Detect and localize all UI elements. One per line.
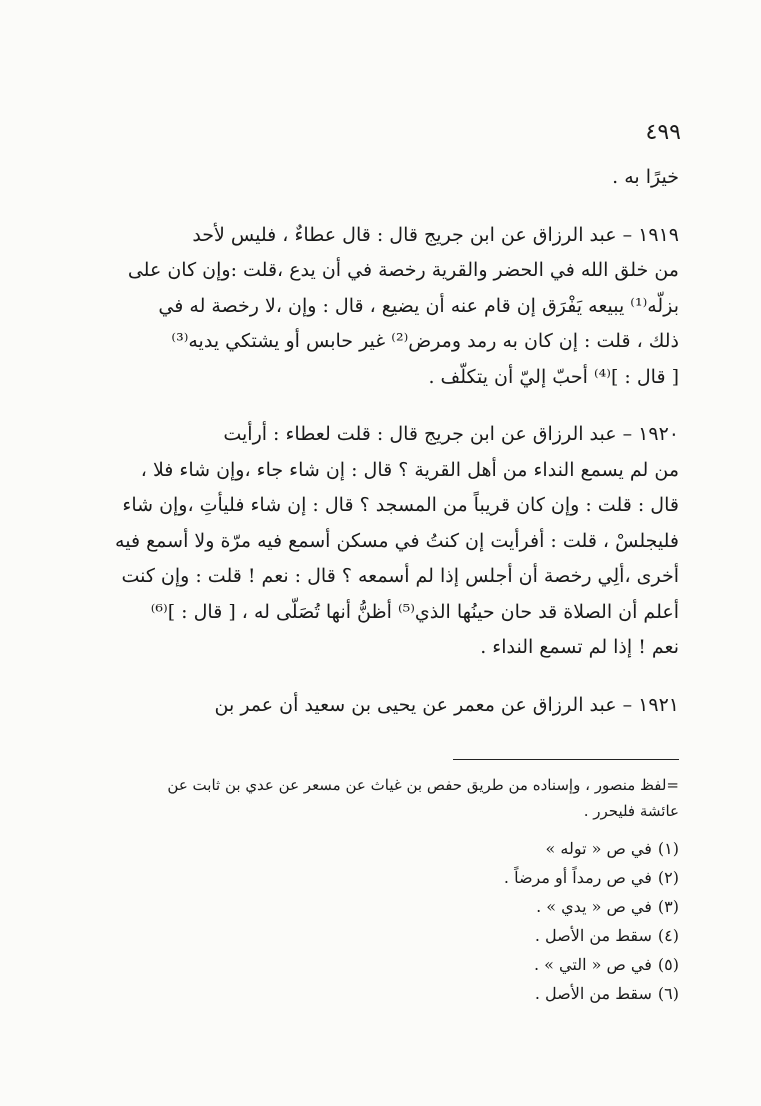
footnote-number: (٤) [657,926,679,945]
footnote-item [81,950,679,979]
text-line: خيرًا به . [612,166,679,188]
text-line: ذلك ، قلت : إن كان به رمد ومرض⁽²⁾ غير حابس أو يشتكي يديه⁽³⁾ [171,330,679,352]
text-line: [ قال : ]⁽⁴⁾ أحبّ إليّ أن يتكلّف . [428,365,679,388]
text-line: قال : قلت : وإن كان قريباً من المسجد ؟ قال : إن شاء فليأتِ ،وإن شاء [122,494,679,516]
text-line: بزلّه⁽¹⁾ يبيعه يَفْرَق إن قام عنه أن يضيع ، قال : وإن ،لا رخصة له في [158,294,679,317]
text-line: فليجلسْ ، قلت : أفرأيت إن كنتُ في مسكن أسمع فيه مرّة ولا أسمع فيه [115,529,679,552]
footnote-number: (٥) [657,955,679,974]
footnote-item [81,834,679,863]
page-number: ٤٩٩ [645,120,681,145]
paragraph-hadith-1919 [81,218,679,396]
text-line: ١٩٢١ – عبد الرزاق عن معمر عن يحيى بن سعيد أن عمر بن [214,693,679,716]
paragraph-hadith-1921 [81,688,679,724]
footnote-item [81,921,679,950]
text-line: عائشة فليحرر . [583,802,679,820]
paragraph-continuation [81,160,679,196]
footnote-number: (٢) [657,868,679,887]
text-line: من خلق الله في الحضر والقرية رخصة في أن يدع ،قلت :وإن كان على [127,259,679,281]
footnote-number: (٦) [657,984,679,1003]
footnote-text: في ص « التي » . [534,955,652,974]
footnote-text: في ص « توله » [545,839,652,858]
text-line: ١٩٢٠ – عبد الرزاق عن ابن جريج قال : قلت لعطاء : أرأيت [223,423,679,445]
footnotes-section [81,772,679,1008]
paragraph-hadith-1920 [81,417,679,666]
text-line: من لم يسمع النداء من أهل القرية ؟ قال : إن شاء جاء ،وإن شاء فلا ، [140,458,679,481]
text-line: أخرى ،ألِي رخصة أن أجلس إذا لم أسمعه ؟ قال : نعم ! قلت : وإن كنت [121,565,679,587]
footnote-list [81,834,679,1008]
footnote-text: سقط من الأصل . [534,926,652,945]
footnote-text: سقط من الأصل . [534,984,652,1003]
footnote-item [81,892,679,921]
footnote-item [81,863,679,892]
text-line: أعلم أن الصلاة قد حان حينُها الذي⁽⁵⁾ أظنُّ أنها تُصَلّى له ، [ قال : ]⁽⁶⁾ [150,600,679,623]
footnote-number: (١) [657,839,679,858]
text-line: ١٩١٩ – عبد الرزاق عن ابن جريج قال : قال عطاءٌ ، فليس لأحد [192,223,679,246]
footnote-text: في ص رمداً أو مرضاً . [503,868,652,887]
footnote-number: (٣) [657,897,679,916]
footnote-divider [453,759,679,760]
footnote-item [81,979,679,1008]
text-line: نعم ! إذا لم تسمع النداء . [480,636,679,658]
main-text [81,160,679,723]
footnote-text: في ص « يدي » . [536,897,652,916]
footnote-continuation [81,772,679,824]
text-line: =لفظ منصور ، وإسناده من طريق حفص بن غياث عن مسعر عن عدي بن ثابت عن [167,776,679,794]
